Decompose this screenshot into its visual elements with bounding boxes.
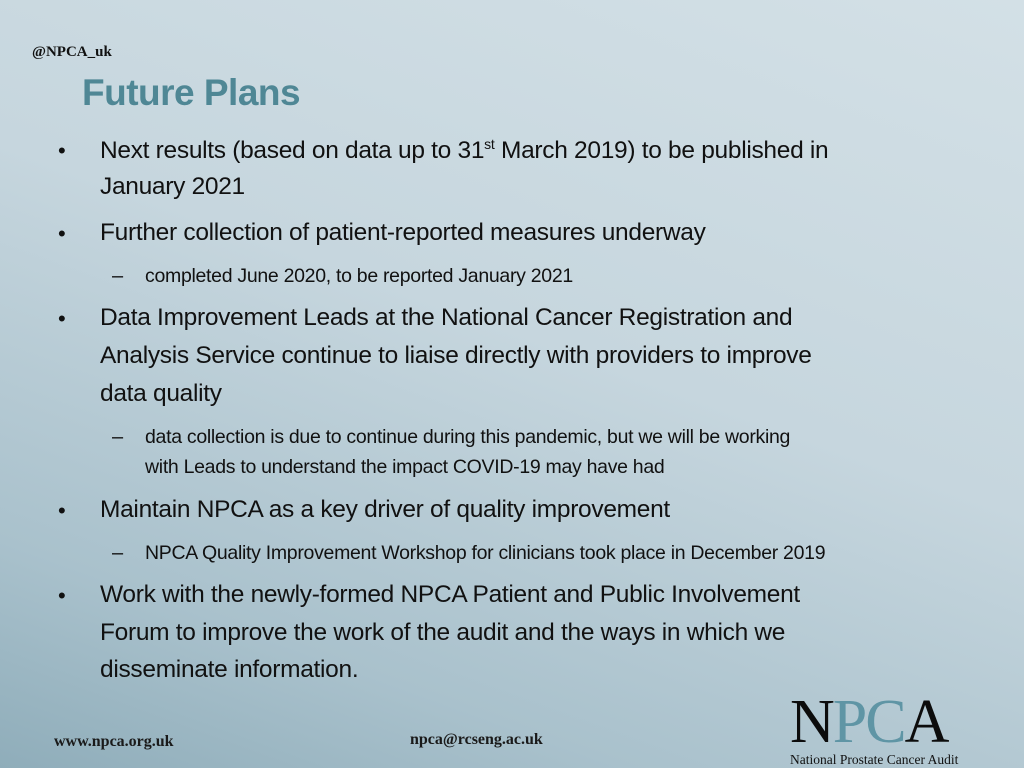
sub-bullet-text: data collection is due to continue during this pandemic, but we will be working	[145, 426, 791, 448]
bullet-icon: •	[58, 583, 66, 608]
npca-logo: NPCA National Prostate Cancer Audit	[790, 688, 959, 767]
footer-email-link[interactable]: npca@rcseng.ac.uk	[410, 731, 543, 748]
bullet-text: Maintain NPCA as a key driver of quality improvement	[100, 496, 670, 523]
sub-bullet-text: completed June 2020, to be reported January 2021	[145, 265, 573, 287]
bullet-icon: •	[58, 498, 66, 523]
bullet-text: Next results (based on data up to 31st March 2019) to be published in	[100, 136, 829, 165]
slide-title: Future Plans	[82, 72, 301, 113]
bullet-text: Forum to improve the work of the audit and the ways in which we	[100, 619, 786, 646]
bullet-text: disseminate information.	[100, 656, 359, 683]
sub-bullet-text: NPCA Quality Improvement Workshop for clinicians took place in December 2019	[145, 542, 826, 564]
bullet-icon: •	[58, 138, 66, 163]
bullet-text: Work with the newly-formed NPCA Patient and Public Involvement	[100, 581, 800, 608]
sub-bullet-text: with Leads to understand the impact COVID-19 may have had	[145, 456, 665, 478]
bullet-icon: •	[58, 306, 66, 331]
bullet-icon: •	[58, 221, 66, 246]
dash-icon: –	[112, 426, 124, 448]
bullet-text: Analysis Service continue to liaise directly with providers to improve	[100, 342, 812, 369]
dash-icon: –	[112, 542, 124, 564]
bullet-text: data quality	[100, 380, 222, 407]
dash-icon: –	[112, 265, 124, 287]
bullet-text: Further collection of patient-reported measures underway	[100, 219, 706, 246]
bullet-text: Data Improvement Leads at the National Cancer Registration and	[100, 304, 793, 331]
twitter-handle: @NPCA_uk	[32, 44, 112, 60]
bullet-text: January 2021	[100, 173, 245, 200]
footer-website-link[interactable]: www.npca.org.uk	[54, 733, 174, 750]
